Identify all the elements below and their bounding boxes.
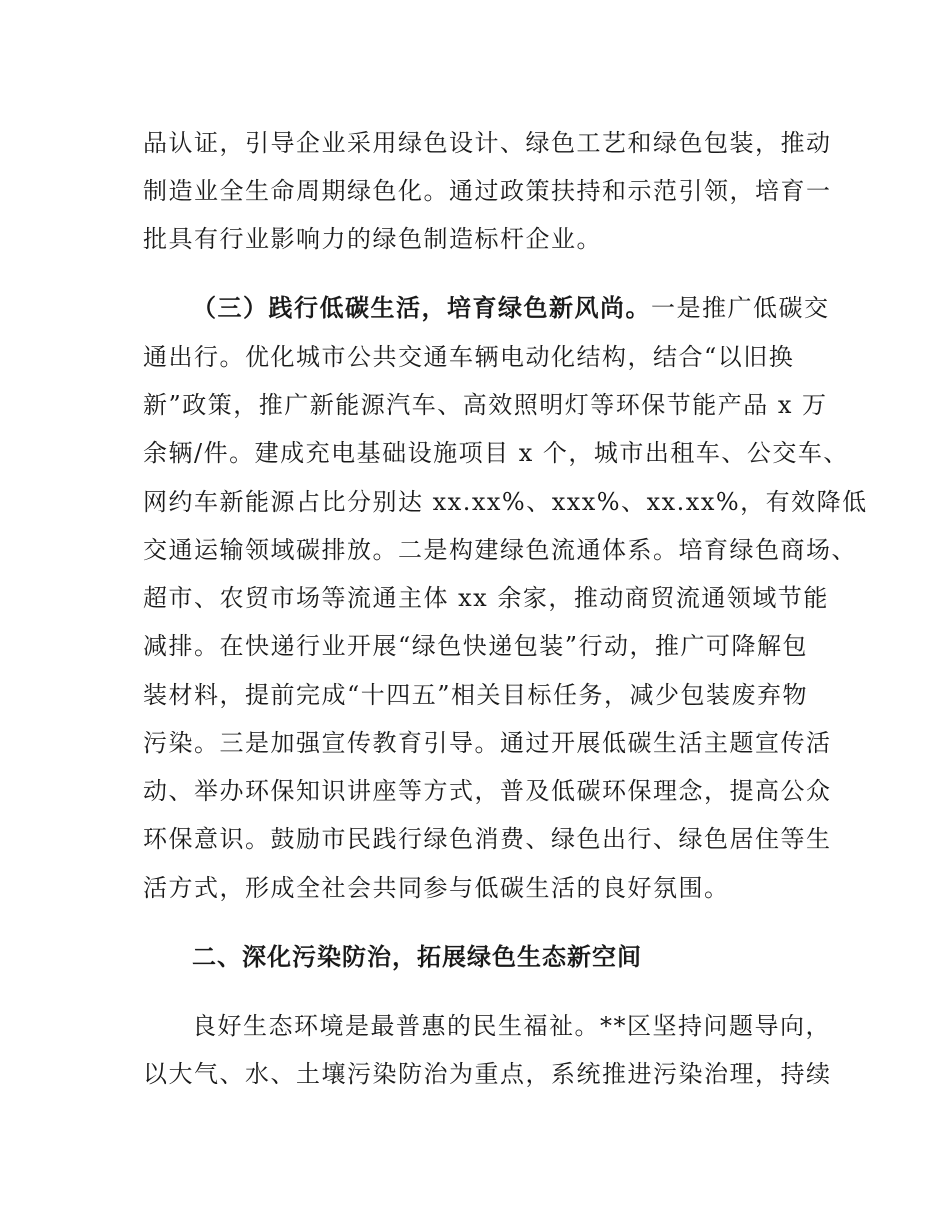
section-heading: 二、深化污染防治，拓展绿色生态新空间 [192,943,642,971]
paragraph-line: 超市、农贸市场等流通主体 xx 余家，推动商贸流通领域节能 [143,584,829,612]
paragraph-line: 品认证，引导企业采用绿色设计、绿色工艺和绿色包装，推动 [143,129,832,157]
paragraph-line: 以大气、水、土壤污染防治为重点，系统推进污染治理，持续 [143,1060,832,1088]
paragraph-line: 良好生态环境是最普惠的民生福祉。**区坚持问题导向， [192,1012,831,1040]
paragraph-line: 余辆/件。建成充电基础设施项目 x 个，城市出租车、公交车、 [143,439,849,467]
subsection-heading: （三）践行低碳生活，培育绿色新风尚。 [192,294,651,322]
paragraph-line: 新”政策，推广新能源汽车、高效照明灯等环保节能产品 x 万 [143,391,828,419]
paragraph-line: 制造业全生命周期绿色化。通过政策扶持和示范引领，培育一 [143,177,832,205]
paragraph-line: 污染。三是加强宣传教育引导。通过开展低碳生活主题宣传活 [143,729,832,757]
paragraph-line: 环保意识。鼓励市民践行绿色消费、绿色出行、绿色居住等生 [143,825,832,853]
paragraph-line: 网约车新能源占比分别达 xx.xx%、xxx%、xx.xx%，有效降低 [143,488,868,516]
paragraph-text: 一是推广低碳交 [651,294,830,322]
paragraph-line: 减排。在快递行业开展“绿色快递包装”行动，推广可降解包 [143,632,809,660]
paragraph-line: 交通运输领域碳排放。二是构建绿色流通体系。培育绿色商场、 [143,536,857,564]
paragraph-line: 活方式，形成全社会共同参与低碳生活的良好氛围。 [143,874,730,902]
paragraph-line: 装材料，提前完成“十四五”相关目标任务，减少包装废弃物 [143,681,809,709]
paragraph-first-line [192,292,830,324]
paragraph-line: 通出行。优化城市公共交通车辆电动化结构，结合“以旧换 [143,343,795,371]
paragraph-line: 批具有行业影响力的绿色制造标杆企业。 [143,225,602,253]
paragraph-line: 动、举办环保知识讲座等方式，普及低碳环保理念，提高公众 [143,777,832,805]
